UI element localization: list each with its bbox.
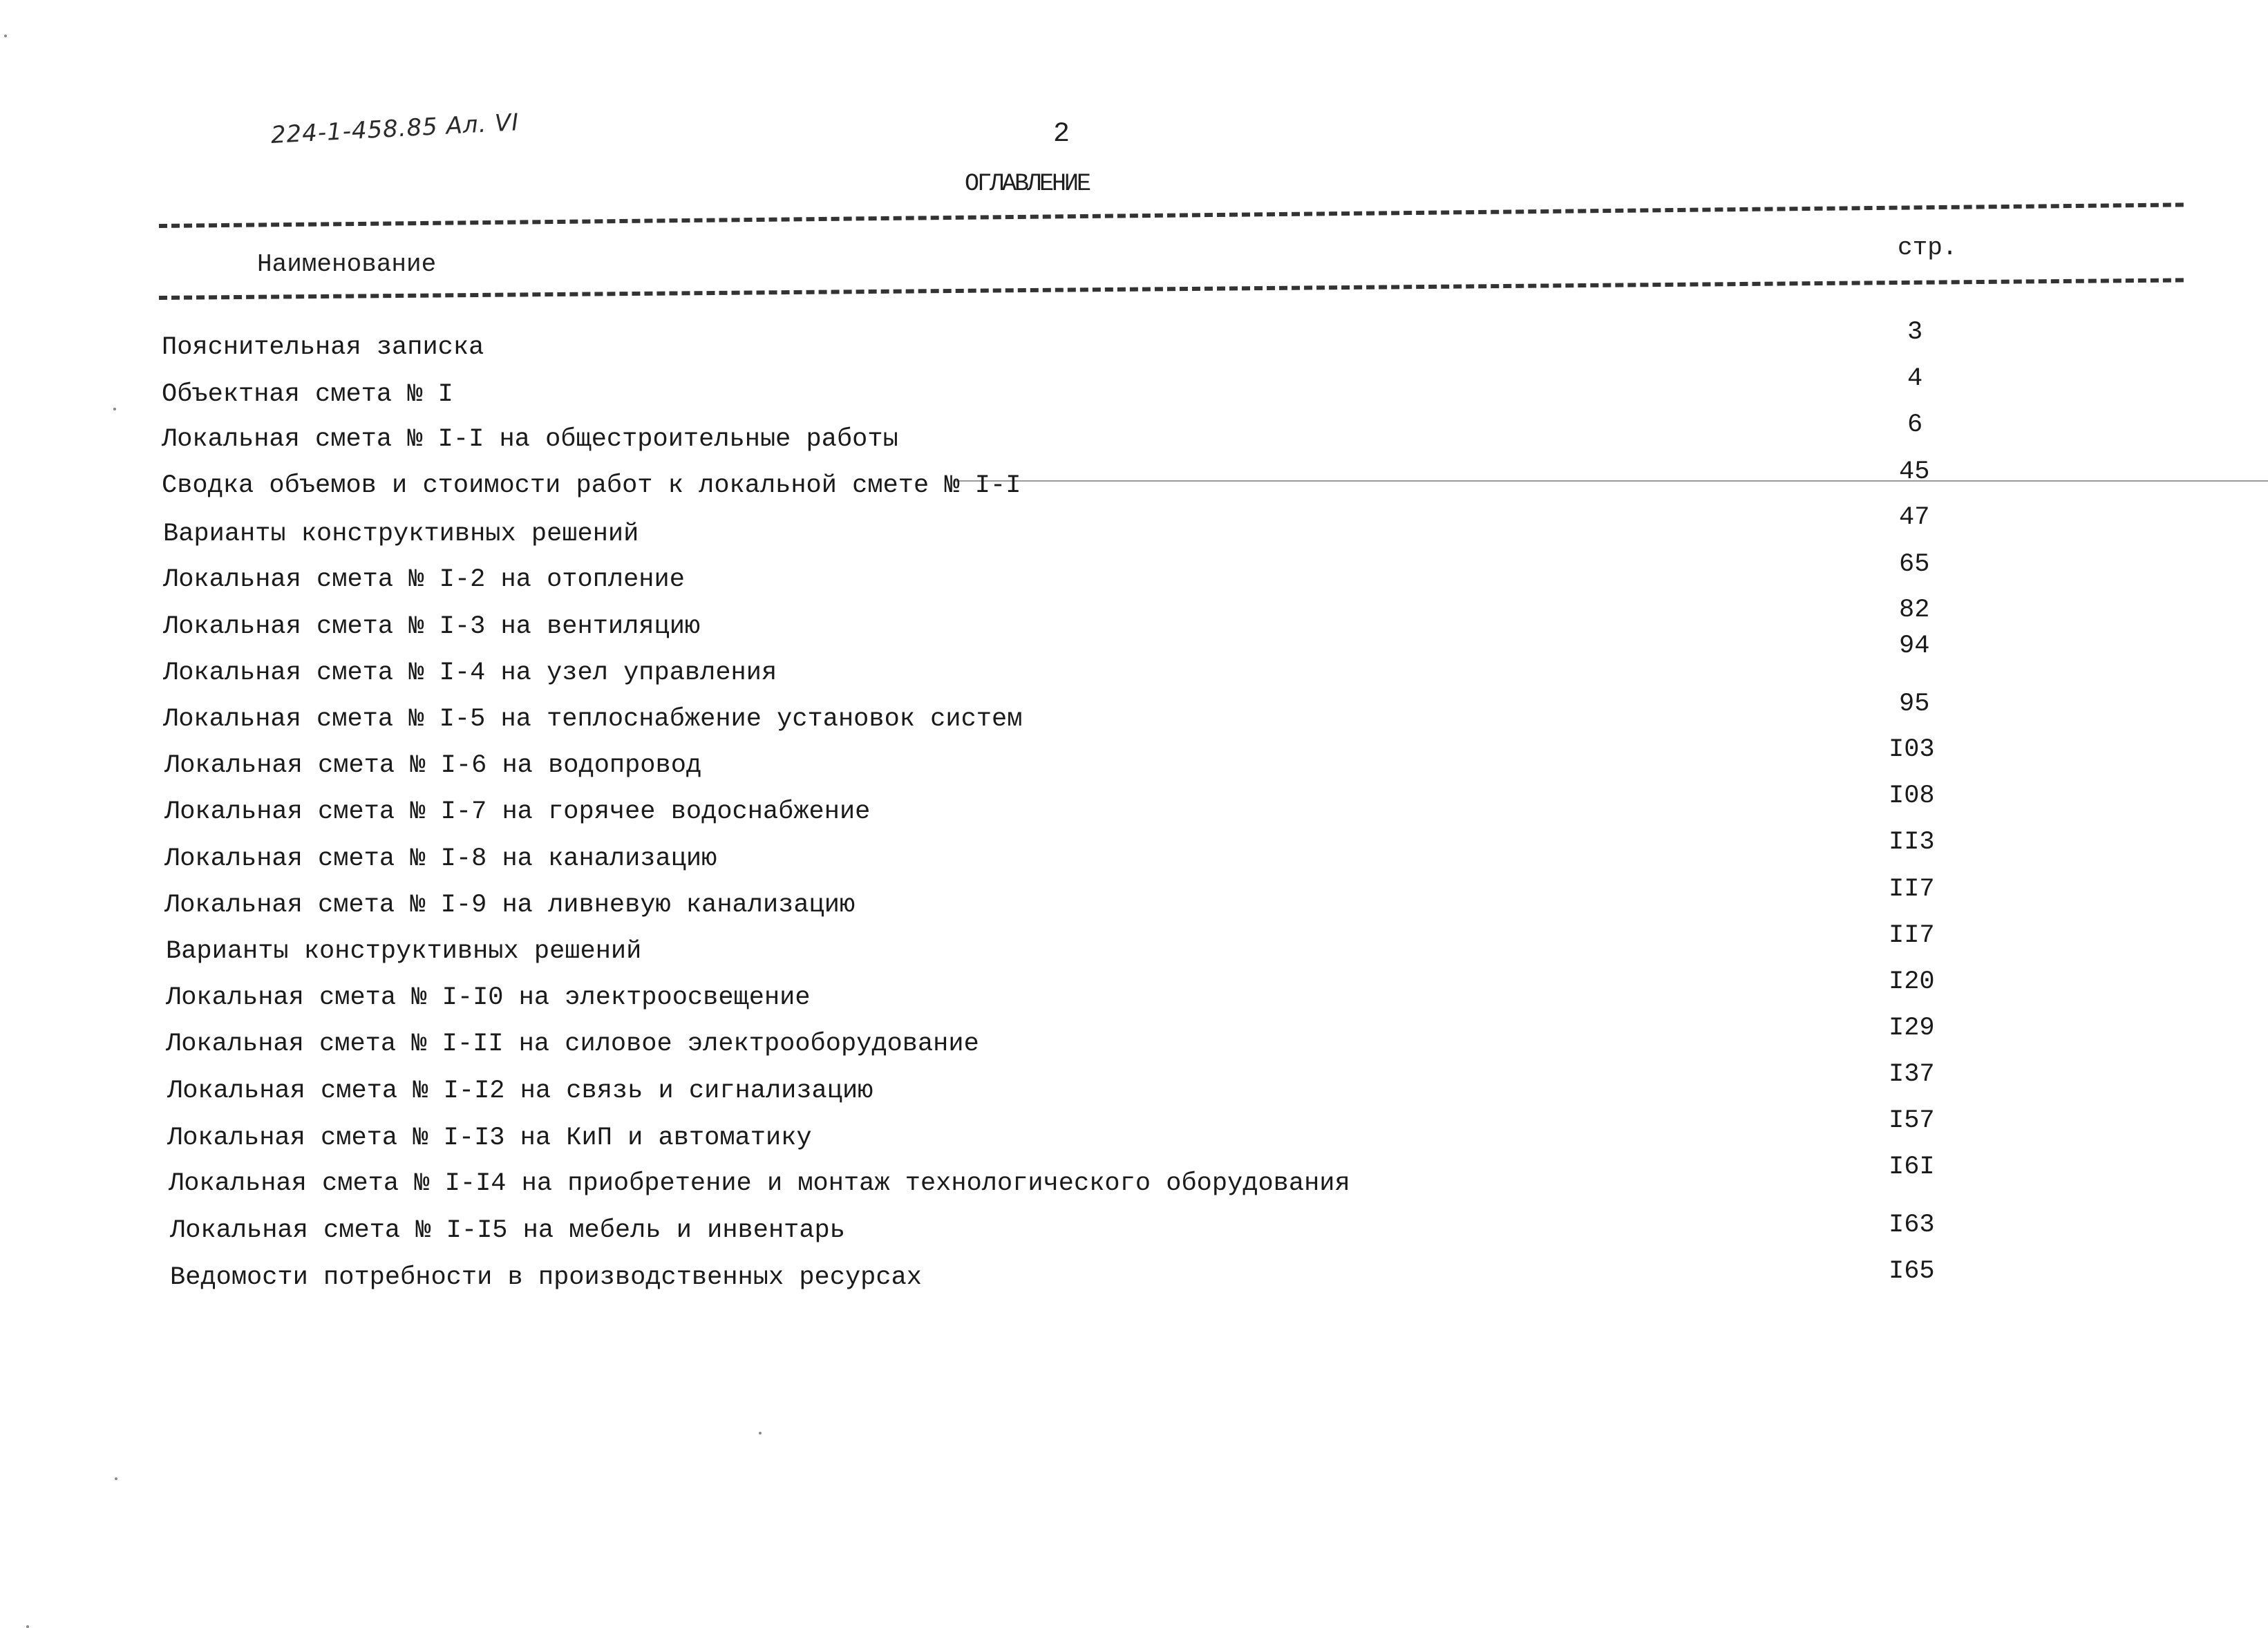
- toc-entry-name: Локальная смета № I-9 на ливневую канализацию: [164, 891, 856, 920]
- toc-entry-page: 45: [1899, 457, 1930, 486]
- toc-entry-name: Локальная смета № I-I4 на приобретение и монтаж технологического оборудования: [169, 1169, 1350, 1198]
- toc-entry-page: 47: [1899, 503, 1930, 532]
- toc-entry-name: Локальная смета № I-I0 на электроосвещение: [166, 983, 811, 1012]
- scan-speck: [759, 1432, 762, 1435]
- column-header-page: стр.: [1898, 234, 1958, 262]
- toc-entry-name: Пояснительная записка: [162, 333, 484, 362]
- toc-entry-page: I20: [1889, 967, 1935, 996]
- toc-entry-page: II3: [1889, 828, 1935, 857]
- toc-entry-name: Локальная смета № I-6 на водопровод: [164, 751, 702, 780]
- toc-entry-name: Локальная смета № I-I3 на КиП и автоматику: [167, 1124, 812, 1153]
- page-title: ОГЛАВЛЕНИЕ: [965, 170, 1090, 198]
- toc-entry-name: Локальная смета № I-I2 на связь и сигнализацию: [167, 1077, 873, 1106]
- toc-entry-name: Локальная смета № I-5 на теплоснабжение установок систем: [163, 705, 1023, 734]
- toc-entry-name: Локальная смета № I-8 на канализацию: [164, 844, 717, 873]
- toc-entry-name: Сводка объемов и стоимости работ к локальной смете № I-I: [162, 471, 1021, 500]
- toc-entry-page: I57: [1889, 1106, 1935, 1135]
- toc-entry-page: I03: [1889, 735, 1935, 764]
- scan-speck: [26, 1625, 29, 1628]
- toc-entry-page: I37: [1889, 1060, 1935, 1089]
- toc-entry-name: Локальная смета № I-2 на отопление: [163, 565, 685, 594]
- toc-entry-page: I6I: [1889, 1153, 1935, 1182]
- toc-entry-name: Ведомости потребности в производственных ресурсах: [170, 1263, 922, 1292]
- toc-entry-name: Варианты конструктивных решений: [163, 520, 639, 549]
- toc-entry-page: 95: [1899, 690, 1930, 719]
- toc-entry-page: 3: [1907, 318, 1923, 347]
- scan-speck: [4, 35, 7, 37]
- toc-entry-name: Объектная смета № I: [162, 380, 453, 409]
- toc-entry-page: 82: [1899, 596, 1930, 625]
- toc-entry-page: II7: [1889, 921, 1935, 950]
- toc-entry-page: I63: [1889, 1211, 1935, 1240]
- page-number: 2: [1053, 119, 1070, 150]
- scan-speck: [113, 408, 116, 410]
- column-header-name: Наименование: [257, 250, 437, 278]
- header-top-dashed-rule: [159, 202, 2184, 228]
- toc-entry-page: 94: [1899, 632, 1930, 661]
- toc-entry-page: 65: [1899, 550, 1930, 579]
- toc-entry-page: 6: [1907, 410, 1923, 439]
- toc-entry-page: I29: [1889, 1014, 1935, 1043]
- toc-entry-page: II7: [1889, 875, 1935, 904]
- toc-entry-name: Локальная смета № I-I5 на мебель и инвентарь: [170, 1216, 845, 1245]
- handwritten-document-code: 224-1-458.85 Ал. VI: [270, 108, 520, 149]
- toc-entry-page: 4: [1907, 364, 1923, 393]
- header-bottom-dashed-rule: [159, 278, 2184, 300]
- toc-entry-page: I65: [1889, 1257, 1935, 1286]
- toc-entry-name: Локальная смета № I-3 на вентиляцию: [163, 612, 701, 641]
- toc-entry-name: Варианты конструктивных решений: [166, 937, 642, 966]
- scan-speck: [115, 1477, 117, 1480]
- toc-entry-name: Локальная смета № I-II на силовое электрооборудование: [166, 1030, 979, 1059]
- toc-entry-name: Локальная смета № I-7 на горячее водоснабжение: [164, 797, 871, 826]
- toc-entry-name: Локальная смета № I-4 на узел управления: [163, 659, 777, 688]
- scan-rule-line: [954, 480, 2268, 482]
- toc-entry-name: Локальная смета № I-I на общестроительные работы: [162, 425, 898, 454]
- toc-entry-page: I08: [1889, 782, 1935, 811]
